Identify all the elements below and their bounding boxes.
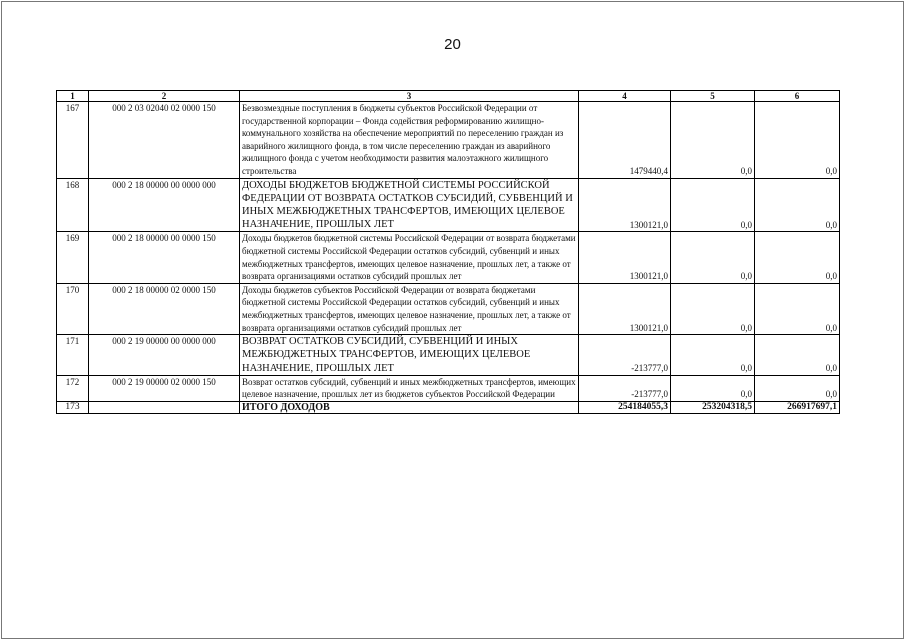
revenue-table	[56, 90, 840, 414]
revenue-name: Возврат остатков субсидий, субвенций и иных межбюджетных трансфертов, имеющих целевое назначение, прошлых лет из бюджетов субъектов Российской Федерации	[240, 375, 579, 401]
row-number: 171	[57, 335, 89, 376]
revenue-name: Безвозмездные поступления в бюджеты субъектов Российской Федерации от государственной корпорации – Фонда содействия реформированию жилищно-коммунального хозяйства на обеспечение мероприятий по переселению граждан из аварийного жилищного фонда, в том числе переселению граждан из аварийного жилищного фонда с учетом необходимости развития малоэтажного жилищного строительства	[240, 102, 579, 179]
value-col-6: 0,0	[755, 102, 840, 179]
row-number: 169	[57, 232, 89, 283]
value-col-4: 1479440,4	[579, 102, 671, 179]
revenue-name: Доходы бюджетов субъектов Российской Федерации от возврата бюджетами бюджетной системы Российской Федерации остатков субсидий, субвенций и иных межбюджетных трансфертов, имеющих целевое назначение, прошлых лет, а также от возврата организациями остатков субсидий прошлых лет	[240, 283, 579, 334]
revenue-name: ВОЗВРАТ ОСТАТКОВ СУБСИДИЙ, СУБВЕНЦИЙ И ИНЫХ МЕЖБЮДЖЕТНЫХ ТРАНСФЕРТОВ, ИМЕЮЩИХ ЦЕЛЕВОЕ НАЗНАЧЕНИЕ, ПРОШЛЫХ ЛЕТ	[240, 335, 579, 376]
budget-code: 000 2 18 00000 02 0000 150	[89, 283, 240, 334]
value-col-5: 0,0	[671, 232, 755, 283]
header-row	[57, 91, 840, 102]
row-number: 170	[57, 283, 89, 334]
row-number: 172	[57, 375, 89, 401]
budget-code	[89, 401, 240, 413]
revenue-name: ДОХОДЫ БЮДЖЕТОВ БЮДЖЕТНОЙ СИСТЕМЫ РОССИЙСКОЙ ФЕДЕРАЦИИ ОТ ВОЗВРАТА ОСТАТКОВ СУБСИДИЙ, СУБВЕНЦИЙ И ИНЫХ МЕЖБЮДЖЕТНЫХ ТРАНСФЕРТОВ, ИМЕЮЩИХ ЦЕЛЕВОЕ НАЗНАЧЕНИЕ, ПРОШЛЫХ ЛЕТ	[240, 178, 579, 232]
total-label: ИТОГО ДОХОДОВ	[240, 401, 579, 413]
value-col-5: 0,0	[671, 375, 755, 401]
table-row	[57, 283, 840, 334]
value-col-5: 0,0	[671, 335, 755, 376]
value-col-4: -213777,0	[579, 375, 671, 401]
value-col-6: 0,0	[755, 232, 840, 283]
total-col-5: 253204318,5	[671, 401, 755, 413]
header-col-2: 2	[89, 91, 240, 102]
value-col-4: 1300121,0	[579, 283, 671, 334]
value-col-6: 0,0	[755, 375, 840, 401]
table-row	[57, 232, 840, 283]
header-col-6: 6	[755, 91, 840, 102]
header-col-5: 5	[671, 91, 755, 102]
value-col-4: 1300121,0	[579, 178, 671, 232]
header-col-4: 4	[579, 91, 671, 102]
budget-code: 000 2 19 00000 02 0000 150	[89, 375, 240, 401]
budget-code: 000 2 18 00000 00 0000 000	[89, 178, 240, 232]
total-row	[57, 401, 840, 413]
value-col-6: 0,0	[755, 283, 840, 334]
value-col-6: 0,0	[755, 335, 840, 376]
header-col-3: 3	[240, 91, 579, 102]
value-col-4: 1300121,0	[579, 232, 671, 283]
table-row	[57, 178, 840, 232]
row-number: 168	[57, 178, 89, 232]
total-col-6: 266917697,1	[755, 401, 840, 413]
budget-code: 000 2 03 02040 02 0000 150	[89, 102, 240, 179]
value-col-5: 0,0	[671, 102, 755, 179]
table-row	[57, 102, 840, 179]
header-col-1: 1	[57, 91, 89, 102]
value-col-6: 0,0	[755, 178, 840, 232]
page-number: 20	[444, 36, 461, 53]
value-col-5: 0,0	[671, 283, 755, 334]
row-number: 167	[57, 102, 89, 179]
total-col-4: 254184055,3	[579, 401, 671, 413]
row-number: 173	[57, 401, 89, 413]
value-col-4: -213777,0	[579, 335, 671, 376]
budget-code: 000 2 18 00000 00 0000 150	[89, 232, 240, 283]
value-col-5: 0,0	[671, 178, 755, 232]
budget-code: 000 2 19 00000 00 0000 000	[89, 335, 240, 376]
table-row	[57, 375, 840, 401]
table-row	[57, 335, 840, 376]
revenue-name: Доходы бюджетов бюджетной системы Российской Федерации от возврата бюджетами бюджетной системы Российской Федерации остатков субсидий, субвенций и иных межбюджетных трансфертов, имеющих целевое назначение, прошлых лет, а также от возврата организациями остатков субсидий прошлых лет	[240, 232, 579, 283]
